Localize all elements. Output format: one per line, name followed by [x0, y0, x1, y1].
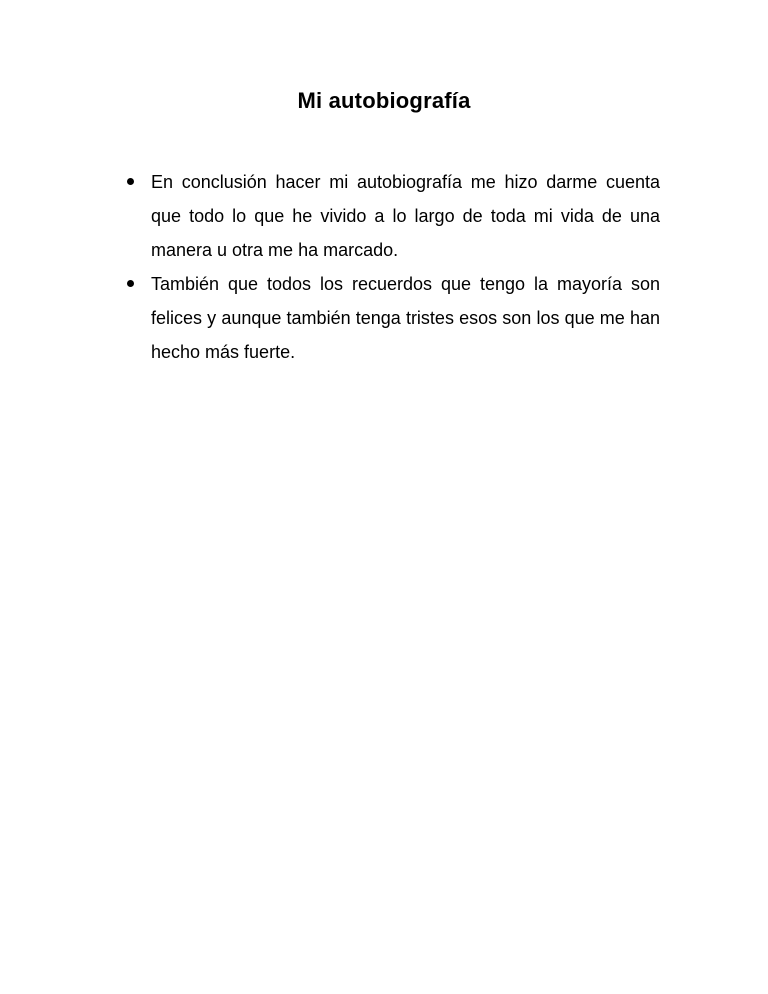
- bullet-list: [120, 165, 660, 369]
- bullet-text: En conclusión hacer mi autobiografía me hizo darme cuenta que todo lo que he vivido a lo largo de toda mi vida de una manera u otra me ha marcado.: [151, 172, 660, 260]
- bullet-text: También que todos los recuerdos que tengo la mayoría son felices y aunque también tenga tristes esos son los que me han hecho más fuerte.: [151, 274, 660, 362]
- list-item: [120, 165, 660, 267]
- bullet-icon: [127, 178, 134, 185]
- bullet-icon: [127, 280, 134, 287]
- list-item: [120, 267, 660, 369]
- page-title: Mi autobiografía: [297, 88, 471, 113]
